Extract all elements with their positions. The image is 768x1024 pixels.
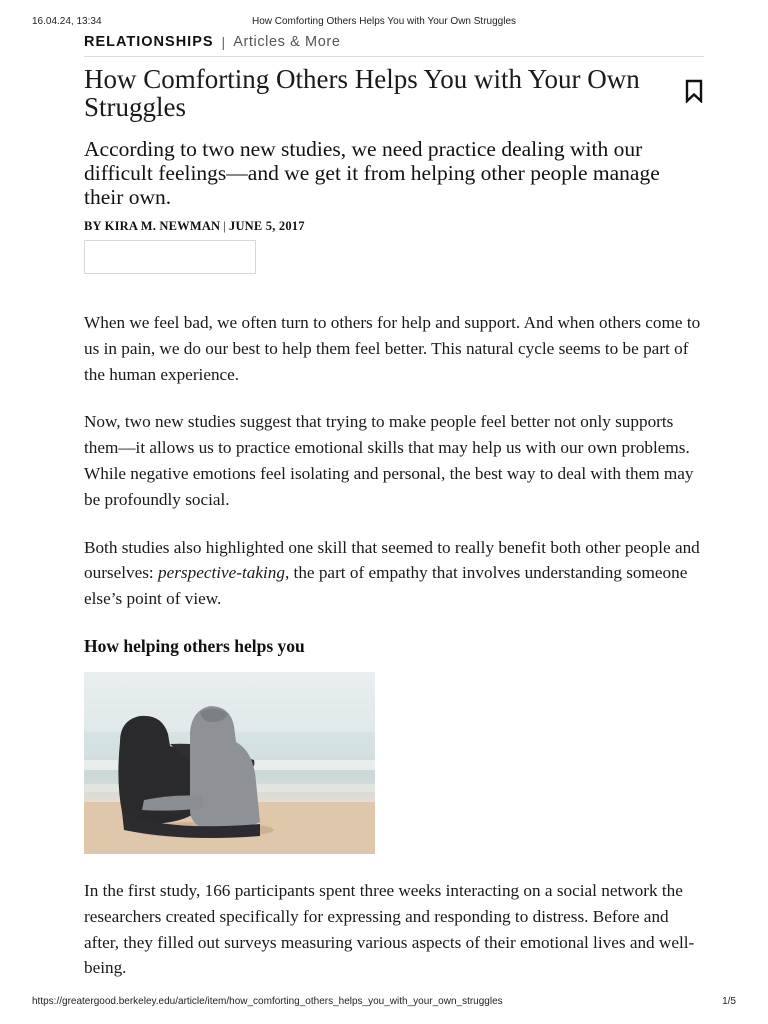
category-link[interactable]: RELATIONSHIPS [84, 34, 214, 50]
paragraph-3-end: , the part of empathy that involves understanding someone else’s point of view. [84, 563, 688, 609]
print-page-number: 1/5 [722, 996, 736, 1007]
print-datetime: 16.04.24, 13:34 [32, 16, 102, 27]
share-box [84, 240, 256, 274]
paragraph-4: In the first study, 166 participants spent three weeks interacting on a social network the researchers created specifically for expressing and responding to distress. Before and after, they filled out surveys measuring various aspects of their emotional lives and well-being. [84, 880, 695, 978]
paragraph-3-start: Both studies also highlighted one skill that seemed to really benefit both other people and ourselves: [84, 537, 700, 583]
article-dek: According to two new studies, we need practice dealing with our difficult feelings—and we get it from helping other people manage their own. [84, 137, 660, 209]
article-body [84, 310, 704, 981]
section-subheading: How helping others helps you [84, 635, 305, 656]
paragraph-3 [84, 535, 704, 612]
print-url: https://greatergood.berkeley.edu/article/item/how_comforting_others_helps_you_with_your_own_struggles [32, 996, 503, 1007]
paragraph-2: Now, two new studies suggest that trying to make people feel better not only supports them—it allows us to practice emotional skills that may help us with our own problems. While negative emotions feel isolating and personal, the best way to deal with them may be profoundly social. [84, 412, 694, 509]
article-title: How Comforting Others Helps You with Your Own Struggles [84, 64, 640, 122]
byline-date: JUNE 5, 2017 [229, 219, 305, 233]
byline-separator: | [223, 219, 226, 233]
subcategory-link[interactable]: Articles & More [233, 34, 341, 50]
byline [84, 219, 704, 234]
article-photo [84, 672, 375, 854]
byline-prefix: BY [84, 219, 102, 233]
category-separator: | [221, 34, 226, 50]
bookmark-icon[interactable] [684, 79, 704, 103]
paragraph-1: When we feel bad, we often turn to others for help and support. And when others come to us in pain, we do our best to help them feel better. This natural cycle seems to be part of the human experience. [84, 313, 701, 384]
byline-author[interactable]: KIRA M. NEWMAN [104, 219, 221, 233]
headline-row [84, 65, 704, 121]
category-bar [84, 28, 704, 57]
print-footer [32, 996, 736, 1010]
paragraph-3-emphasis: perspective-taking [158, 563, 285, 583]
article-content [84, 28, 704, 1003]
print-title: How Comforting Others Helps You with Your Own Struggles [251, 16, 517, 27]
